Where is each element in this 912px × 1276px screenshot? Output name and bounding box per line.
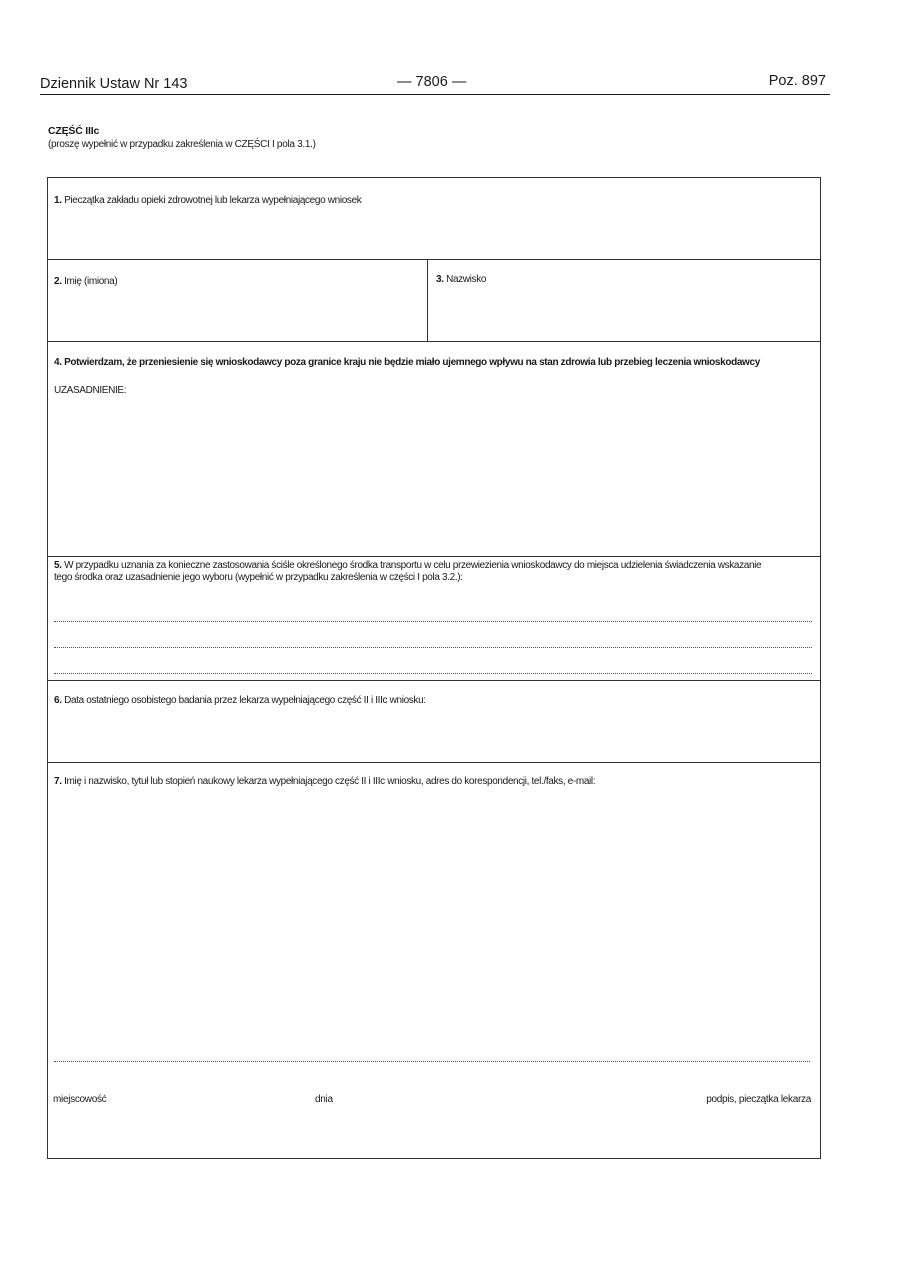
- field-4-justification: UZASADNIENIE:: [54, 385, 127, 396]
- field-6-label: 6. Data ostatniego osobistego badania przez lekarza wypełniającego część II i IIIc wniosku:: [54, 695, 426, 706]
- answer-line[interactable]: [54, 647, 812, 648]
- field-4-label: 4. Potwierdzam, że przeniesienie się wnioskodawcy poza granice kraju nie będzie miało ujemnego wpływu na stan zdrowia lub przebieg leczenia wnioskodawcy: [54, 357, 760, 368]
- field-1-label: 1. Pieczątka zakładu opieki zdrowotnej lub lekarza wypełniającego wniosek: [54, 195, 362, 206]
- answer-line[interactable]: [54, 621, 812, 622]
- field-7-doctor-details[interactable]: [48, 763, 820, 1160]
- field-4-confirmation[interactable]: [48, 342, 820, 557]
- page-number: — 7806 —: [397, 74, 467, 90]
- field-1-stamp[interactable]: [48, 178, 820, 260]
- field-3-surname[interactable]: 3. Nazwisko: [436, 274, 487, 285]
- date-caption: dnia: [315, 1094, 333, 1105]
- field-5-label-line2: tego środka oraz uzasadnienie jego wyboru (wypełnić w przypadku zakreślenia w części I pola 3.2.):: [54, 572, 463, 583]
- signature-caption: podpis, pieczątka lekarza: [706, 1094, 811, 1105]
- form-table: [47, 177, 821, 1159]
- field-5-transport[interactable]: [48, 557, 820, 681]
- section-title: CZĘŚĆ IIIc: [48, 125, 100, 137]
- place-caption: miejscowość: [53, 1094, 107, 1105]
- field-6-exam-date[interactable]: [48, 681, 820, 763]
- answer-line[interactable]: [54, 673, 812, 674]
- divider: [427, 260, 428, 341]
- page-header: [40, 70, 830, 95]
- section-note: (proszę wypełnić w przypadku zakreślenia w CZĘŚCI I pola 3.1.): [48, 139, 316, 150]
- row-name-surname: [48, 260, 820, 342]
- signature-line[interactable]: [54, 1061, 810, 1062]
- field-5-label-line1: 5. W przypadku uznania za konieczne zastosowania ściśle określonego środka transportu w celu przewiezienia wnioskodawcy do miejsca udzielenia świadczenia wskazanie: [54, 560, 762, 571]
- field-2-first-name[interactable]: 2. Imię (imiona): [54, 276, 118, 287]
- journal-title: Dziennik Ustaw Nr 143: [40, 76, 188, 92]
- field-7-label: 7. Imię i nazwisko, tytuł lub stopień naukowy lekarza wypełniającego część II i IIIc wniosku, adres do korespondencji, tel./faks, e-mail:: [54, 776, 596, 787]
- position-number: Poz. 897: [768, 73, 826, 89]
